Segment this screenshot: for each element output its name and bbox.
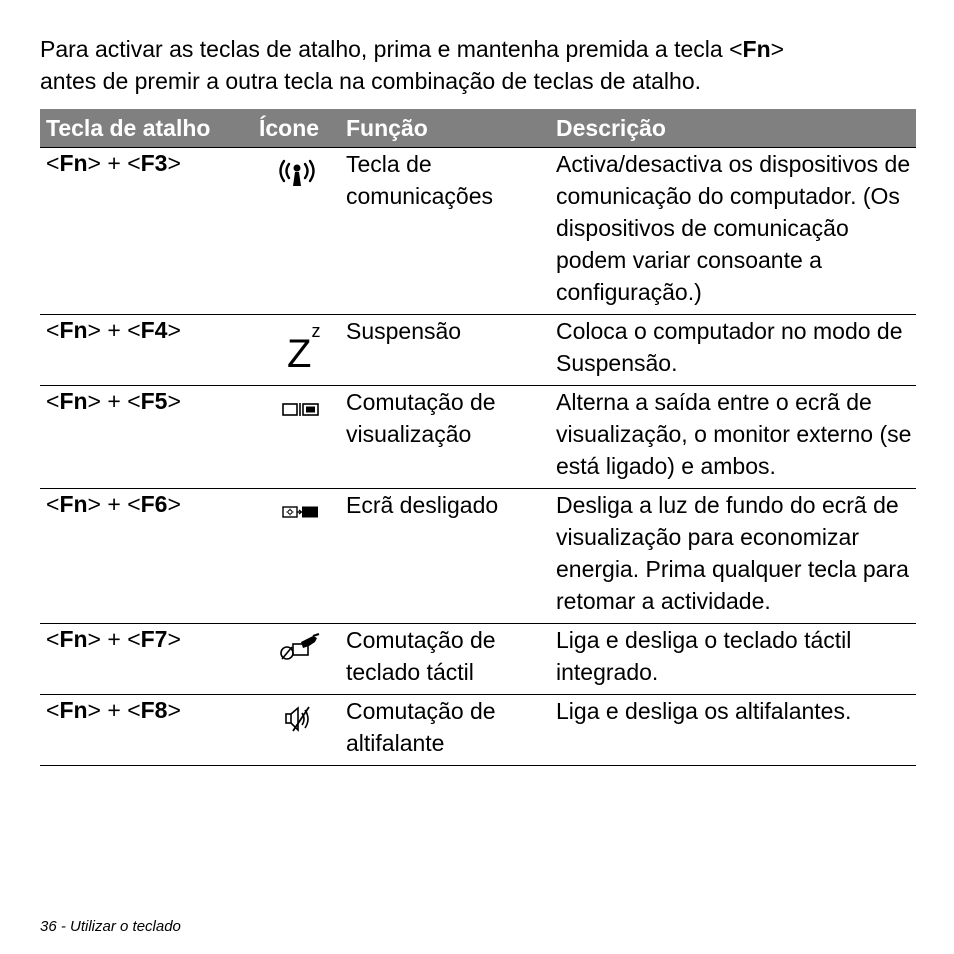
function-cell: Suspensão [340,315,550,386]
page-footer: 36 - Utilizar o teclado [40,918,181,935]
fn-key: Fn [59,388,88,414]
hotkey-cell: <Fn> + <F6> [40,489,253,624]
function-cell: Comutação de visualização [340,386,550,489]
display-switch-icon [273,394,323,420]
touchpad-toggle-icon [273,632,323,664]
table-row [40,386,916,489]
icon-cell [253,315,340,386]
function-key: F8 [140,697,168,723]
intro-fn-key: Fn [742,36,771,62]
hotkey-cell: <Fn> + <F8> [40,695,253,766]
fn-key: Fn [59,697,88,723]
intro-text-2: > [770,36,785,62]
header-function: Função [340,109,550,148]
hotkey-table [40,109,916,766]
icon-cell [253,695,340,766]
hotkey-cell: <Fn> + <F5> [40,386,253,489]
table-header-row [40,109,916,148]
intro-text-1: Para activar as teclas de atalho, prima e mantenha premida a tecla < [40,36,743,62]
icon-cell [253,489,340,624]
header-icon: Ícone [253,109,340,148]
table-row [40,624,916,695]
table-row [40,148,916,315]
hotkey-cell: <Fn> + <F3> [40,148,253,315]
description-cell: Desliga a luz de fundo do ecrã de visualização para economizar energia. Prima qualquer tecla para retomar a actividade. [550,489,916,624]
fn-key: Fn [59,317,88,343]
wireless-icon [273,156,321,192]
table-row [40,489,916,624]
function-key: F7 [140,626,168,652]
description-cell: Liga e desliga os altifalantes. [550,695,916,766]
function-key: F5 [140,388,168,414]
fn-key: Fn [59,491,88,517]
function-cell: Ecrã desligado [340,489,550,624]
table-row [40,315,916,386]
function-key: F6 [140,491,168,517]
speaker-mute-icon [273,703,323,735]
sleep-icon [287,315,340,374]
function-cell: Comutação de altifalante [340,695,550,766]
table-row [40,695,916,766]
display-off-icon [273,497,323,523]
hotkey-cell: <Fn> + <F4> [40,315,253,386]
description-cell: Coloca o computador no modo de Suspensão. [550,315,916,386]
header-hotkey: Tecla de atalho [40,109,253,148]
intro-text-3: antes de premir a outra tecla na combinação de teclas de atalho. [40,68,702,94]
function-key: F3 [140,150,168,176]
function-cell: Comutação de teclado táctil [340,624,550,695]
icon-cell [253,624,340,695]
header-description: Descrição [550,109,916,148]
intro-paragraph [40,33,920,97]
sleep-icon-big-z: Z [287,332,312,376]
fn-key: Fn [59,150,88,176]
description-cell: Alterna a saída entre o ecrã de visualização, o monitor externo (se está ligado) e ambos. [550,386,916,489]
icon-cell [253,386,340,489]
function-key: F4 [140,317,168,343]
icon-cell [253,148,340,315]
sleep-icon-small-z: z [311,321,321,341]
description-cell: Activa/desactiva os dispositivos de comunicação do computador. (Os dispositivos de comunicação podem variar consoante a configuração.) [550,148,916,315]
hotkey-cell: <Fn> + <F7> [40,624,253,695]
function-cell: Tecla de comunicações [340,148,550,315]
description-cell: Liga e desliga o teclado táctil integrado. [550,624,916,695]
fn-key: Fn [59,626,88,652]
